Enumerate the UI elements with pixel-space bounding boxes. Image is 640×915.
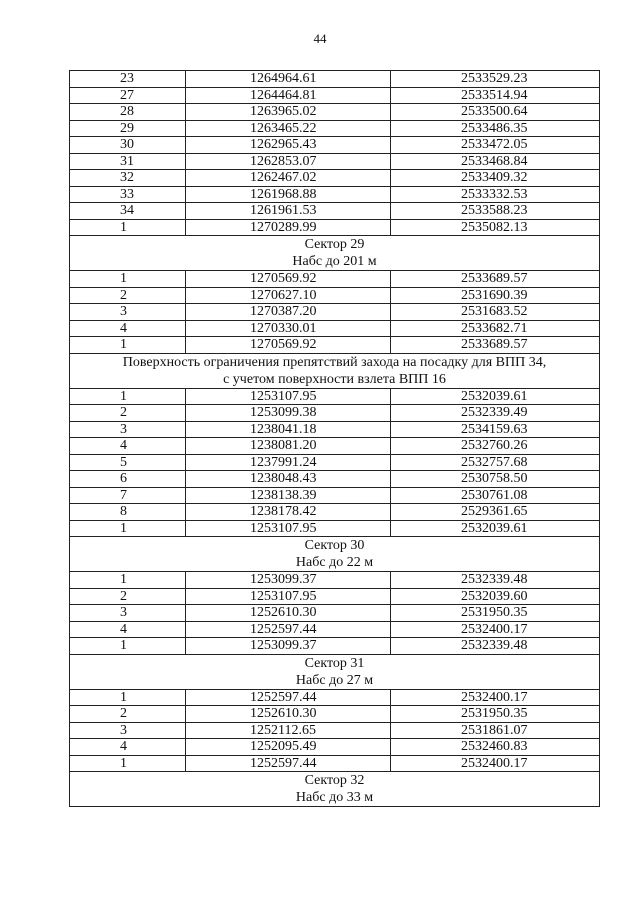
point-number-cell: 1 <box>70 388 186 405</box>
y-coordinate-cell: 2530758.50 <box>391 471 600 488</box>
point-number-cell: 4 <box>70 739 186 756</box>
point-number-cell: 1 <box>70 689 186 706</box>
section-header <box>70 654 600 689</box>
table-row <box>70 504 600 521</box>
y-coordinate-cell: 2532339.48 <box>391 638 600 655</box>
y-coordinate-cell: 2531690.39 <box>391 287 600 304</box>
x-coordinate-cell: 1252597.44 <box>186 621 391 638</box>
x-coordinate-cell: 1253099.37 <box>186 638 391 655</box>
y-coordinate-cell: 2532757.68 <box>391 454 600 471</box>
x-coordinate-cell: 1252610.30 <box>186 706 391 723</box>
table-row <box>70 87 600 104</box>
table-row <box>70 520 600 537</box>
y-coordinate-cell: 2529361.65 <box>391 504 600 521</box>
table-row <box>70 755 600 772</box>
y-coordinate-cell: 2532339.49 <box>391 405 600 422</box>
point-number-cell: 8 <box>70 504 186 521</box>
page-number: 44 <box>313 31 327 46</box>
x-coordinate-cell: 1253107.95 <box>186 388 391 405</box>
x-coordinate-cell: 1262853.07 <box>186 153 391 170</box>
x-coordinate-cell: 1253099.37 <box>186 572 391 589</box>
table-row <box>70 137 600 154</box>
x-coordinate-cell: 1262467.02 <box>186 170 391 187</box>
x-coordinate-cell: 1270387.20 <box>186 304 391 321</box>
point-number-cell: 1 <box>70 638 186 655</box>
point-number-cell: 2 <box>70 706 186 723</box>
coordinates-table-body <box>70 71 600 807</box>
point-number-cell: 1 <box>70 219 186 236</box>
section-header <box>70 537 600 572</box>
point-number-cell: 1 <box>70 520 186 537</box>
x-coordinate-cell: 1237991.24 <box>186 454 391 471</box>
y-coordinate-cell: 2533472.05 <box>391 137 600 154</box>
x-coordinate-cell: 1270289.99 <box>186 219 391 236</box>
y-coordinate-cell: 2532039.61 <box>391 388 600 405</box>
table-row <box>70 438 600 455</box>
y-coordinate-cell: 2533468.84 <box>391 153 600 170</box>
point-number-cell: 3 <box>70 605 186 622</box>
x-coordinate-cell: 1238041.18 <box>186 421 391 438</box>
x-coordinate-cell: 1270627.10 <box>186 287 391 304</box>
x-coordinate-cell: 1270569.92 <box>186 271 391 288</box>
section-header <box>70 772 600 807</box>
y-coordinate-cell: 2533689.57 <box>391 271 600 288</box>
x-coordinate-cell: 1253107.95 <box>186 520 391 537</box>
y-coordinate-cell: 2531861.07 <box>391 722 600 739</box>
section-header-line2: Набс до 27 м <box>295 672 374 688</box>
table-row <box>70 572 600 589</box>
table-row <box>70 739 600 756</box>
point-number-cell: 1 <box>70 271 186 288</box>
y-coordinate-cell: 2532460.83 <box>391 739 600 756</box>
point-number-cell: 23 <box>70 71 186 88</box>
section-header-row <box>70 537 600 572</box>
x-coordinate-cell: 1238138.39 <box>186 487 391 504</box>
y-coordinate-cell: 2535082.13 <box>391 219 600 236</box>
y-coordinate-cell: 2532339.48 <box>391 572 600 589</box>
table-row <box>70 405 600 422</box>
section-header-line1: Сектор 29 <box>304 237 365 252</box>
table-row <box>70 304 600 321</box>
x-coordinate-cell: 1264464.81 <box>186 87 391 104</box>
table-row <box>70 219 600 236</box>
x-coordinate-cell: 1263465.22 <box>186 120 391 137</box>
table-row <box>70 588 600 605</box>
y-coordinate-cell: 2533486.35 <box>391 120 600 137</box>
y-coordinate-cell: 2533588.23 <box>391 203 600 220</box>
table-row <box>70 337 600 354</box>
x-coordinate-cell: 1253107.95 <box>186 588 391 605</box>
point-number-cell: 30 <box>70 137 186 154</box>
section-header-row <box>70 654 600 689</box>
table-row <box>70 120 600 137</box>
section-header <box>70 236 600 271</box>
y-coordinate-cell: 2533500.64 <box>391 104 600 121</box>
point-number-cell: 1 <box>70 572 186 589</box>
y-coordinate-cell: 2530761.08 <box>391 487 600 504</box>
y-coordinate-cell: 2532400.17 <box>391 755 600 772</box>
point-number-cell: 3 <box>70 722 186 739</box>
point-number-cell: 32 <box>70 170 186 187</box>
table-row <box>70 689 600 706</box>
point-number-cell: 2 <box>70 588 186 605</box>
table-row <box>70 388 600 405</box>
point-number-cell: 6 <box>70 471 186 488</box>
x-coordinate-cell: 1261961.53 <box>186 203 391 220</box>
point-number-cell: 4 <box>70 438 186 455</box>
x-coordinate-cell: 1238081.20 <box>186 438 391 455</box>
section-header-row <box>70 353 600 388</box>
x-coordinate-cell: 1270330.01 <box>186 320 391 337</box>
table-row <box>70 153 600 170</box>
x-coordinate-cell: 1264964.61 <box>186 71 391 88</box>
y-coordinate-cell: 2532760.26 <box>391 438 600 455</box>
x-coordinate-cell: 1238048.43 <box>186 471 391 488</box>
point-number-cell: 3 <box>70 304 186 321</box>
table-row <box>70 605 600 622</box>
point-number-cell: 31 <box>70 153 186 170</box>
y-coordinate-cell: 2531950.35 <box>391 706 600 723</box>
y-coordinate-cell: 2533689.57 <box>391 337 600 354</box>
y-coordinate-cell: 2532400.17 <box>391 621 600 638</box>
table-row <box>70 170 600 187</box>
coordinates-table <box>69 70 600 807</box>
section-header-line1: Сектор 32 <box>304 773 365 788</box>
table-row <box>70 706 600 723</box>
point-number-cell: 27 <box>70 87 186 104</box>
point-number-cell: 28 <box>70 104 186 121</box>
y-coordinate-cell: 2532039.61 <box>391 520 600 537</box>
point-number-cell: 29 <box>70 120 186 137</box>
table-row <box>70 454 600 471</box>
point-number-cell: 2 <box>70 405 186 422</box>
section-header-line1: Сектор 30 <box>304 538 365 553</box>
section-header-line1: Поверхность ограничения препятствий захода на посадку для ВПП 34, <box>122 354 547 370</box>
section-header-line2: с учетом поверхности взлета ВПП 16 <box>223 371 446 387</box>
point-number-cell: 5 <box>70 454 186 471</box>
table-row <box>70 421 600 438</box>
table-row <box>70 471 600 488</box>
table-row <box>70 638 600 655</box>
point-number-cell: 2 <box>70 287 186 304</box>
table-row <box>70 487 600 504</box>
point-number-cell: 1 <box>70 755 186 772</box>
x-coordinate-cell: 1253099.38 <box>186 405 391 422</box>
x-coordinate-cell: 1252112.65 <box>186 722 391 739</box>
x-coordinate-cell: 1252610.30 <box>186 605 391 622</box>
x-coordinate-cell: 1238178.42 <box>186 504 391 521</box>
x-coordinate-cell: 1252597.44 <box>186 689 391 706</box>
x-coordinate-cell: 1262965.43 <box>186 137 391 154</box>
point-number-cell: 33 <box>70 186 186 203</box>
y-coordinate-cell: 2531950.35 <box>391 605 600 622</box>
y-coordinate-cell: 2532400.17 <box>391 689 600 706</box>
x-coordinate-cell: 1263965.02 <box>186 104 391 121</box>
point-number-cell: 4 <box>70 621 186 638</box>
table-row <box>70 287 600 304</box>
table-row <box>70 621 600 638</box>
point-number-cell: 3 <box>70 421 186 438</box>
y-coordinate-cell: 2534159.63 <box>391 421 600 438</box>
table-row <box>70 104 600 121</box>
table-row <box>70 186 600 203</box>
y-coordinate-cell: 2533332.53 <box>391 186 600 203</box>
section-header <box>70 353 600 388</box>
table-row <box>70 203 600 220</box>
section-header-line2: Набс до 22 м <box>295 555 374 570</box>
y-coordinate-cell: 2533682.71 <box>391 320 600 337</box>
y-coordinate-cell: 2533529.23 <box>391 71 600 88</box>
section-header-line2: Набс до 201 м <box>292 254 377 269</box>
y-coordinate-cell: 2533514.94 <box>391 87 600 104</box>
y-coordinate-cell: 2532039.60 <box>391 588 600 605</box>
section-header-line1: Сектор 31 <box>304 655 365 671</box>
point-number-cell: 1 <box>70 337 186 354</box>
point-number-cell: 4 <box>70 320 186 337</box>
point-number-cell: 7 <box>70 487 186 504</box>
table-row <box>70 320 600 337</box>
table-row <box>70 271 600 288</box>
table-row <box>70 71 600 88</box>
section-header-row <box>70 772 600 807</box>
table-row <box>70 722 600 739</box>
x-coordinate-cell: 1252597.44 <box>186 755 391 772</box>
y-coordinate-cell: 2531683.52 <box>391 304 600 321</box>
x-coordinate-cell: 1252095.49 <box>186 739 391 756</box>
section-header-row <box>70 236 600 271</box>
x-coordinate-cell: 1261968.88 <box>186 186 391 203</box>
section-header-line2: Набс до 33 м <box>295 790 374 805</box>
y-coordinate-cell: 2533409.32 <box>391 170 600 187</box>
point-number-cell: 34 <box>70 203 186 220</box>
x-coordinate-cell: 1270569.92 <box>186 337 391 354</box>
